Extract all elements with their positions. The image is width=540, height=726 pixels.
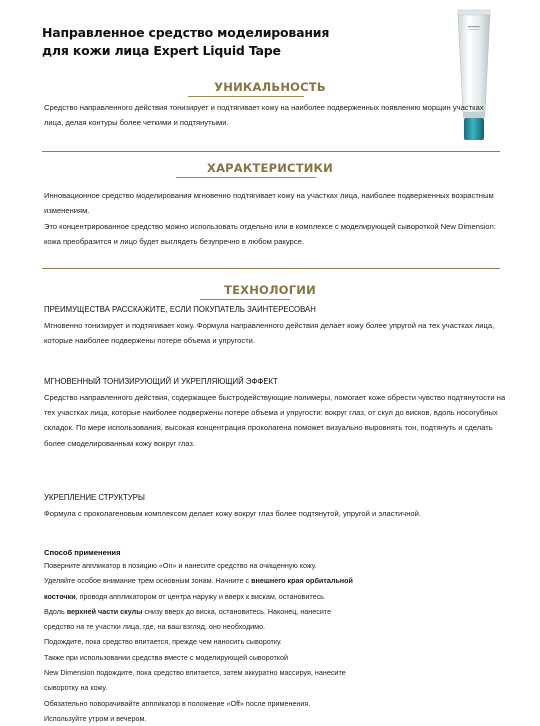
tech-lead-text: Мгновенно тонизирует и подтягивает кожу. Формула направленного действия делает кожу более упругой на тех участках лица, которые наиболее подвержены потере объема и упругости. (44, 321, 495, 346)
section-divider (42, 268, 500, 269)
tech-sub2-text: Формула с проколагеновым комплексом делает кожу вокруг глаз более подтянутой, упругой и эластичной. (44, 509, 421, 518)
usage-line: Вдоль (44, 606, 67, 616)
unique-text: Средство направленного действия тонизирует и подтягивает кожу на наиболее подверженных появлению морщин участках лица, делая контуры более четкими и подтянутыми. (44, 103, 484, 128)
usage-line: , проводя аппликатором от центра наружу и вверх к вискам, остановитесь. (75, 591, 326, 601)
section-heading-unique: УНИКАЛЬНОСТЬ (214, 80, 326, 94)
usage-line: Уделяйте особое внимание трем основным зонам. Начните с (44, 576, 252, 586)
usage-line: New Dimension подождите, пока средство впитается, затем аккуратно массируя, нанесите (44, 668, 346, 678)
usage-emphasis: верхней части скулы (66, 606, 143, 616)
usage-line: Также при использовании средства вместе с моделирующей сывороткой (44, 652, 288, 662)
usage-heading: Способ применения (44, 548, 121, 557)
section-divider (42, 151, 500, 152)
heading-underline (188, 96, 304, 97)
features-text-1: Инновационное средство моделирования мгновенно подтягивает кожу на участках лица, наиболее подверженных возрастным изменениям. (44, 191, 494, 216)
tech-sub1-text: Средство направленного действия, содержащее быстродействующие полимеры, помогает коже обрести чувство подтянутости на тех участках лица, которые наиболее подвержены потере объема и упругости: вокруг глаз, от скул до висков, вдоль носогубных складок. По мере использования, высокая концентрация проколагена поможет визуально выровнять тон, подтянуть и сделать более смоделированным кожу вокруг глаз. (44, 393, 506, 448)
heading-underline (176, 177, 316, 178)
title-line-1: Направленное средство моделирования (42, 25, 330, 40)
section-heading-tech: ТЕХНОЛОГИИ (224, 283, 316, 297)
usage-line: Используйте утром и вечером. (44, 713, 147, 723)
features-text-2: Это концентрированное средство можно использовать отдельно или в комплексе с моделирующей сывороткой New Dimension: кожа преобразится и лицо будет выглядеть безупречно в любом ракурсе. (44, 222, 496, 247)
usage-line: Подождите, пока средство впитается, прежде чем наносить сыворотку. (44, 637, 282, 647)
usage-line: Поверните аппликатор в позицию «On» и нанесите средство на очищенную кожу. (44, 561, 317, 570)
tech-sub1-heading: МГНОВЕННЫЙ ТОНИЗИРУЮЩИЙ И УКРЕПЛЯЮЩИЙ ЭФФЕКТ (44, 377, 278, 386)
page-title (42, 24, 402, 60)
tech-sub2-heading: УКРЕПЛЕНИЕ СТРУКТУРЫ (44, 493, 145, 502)
usage-instructions (44, 558, 514, 726)
tech-lead-heading: ПРЕИМУЩЕСТВА РАССКАЖИТЕ, ЕСЛИ ПОКУПАТЕЛЬ ЗАИНТЕРЕСОВАН (44, 305, 316, 314)
usage-emphasis: внешнего края орбитальной (251, 576, 353, 586)
usage-line: Обязательно поворачивайте аппликатор в положение «Off» после применения. (44, 698, 311, 708)
heading-underline (200, 299, 290, 300)
usage-line: сыворотку на кожу. (44, 683, 108, 693)
usage-emphasis: косточки (44, 591, 76, 601)
usage-line: средство на те участки лица, где, на ваш взгляд, оно необходимо. (44, 622, 266, 632)
section-heading-features: ХАРАКТЕРИСТИКИ (207, 161, 333, 175)
usage-line: снизу вверх до виска, остановитесь. Наконец, нанесите (142, 606, 332, 616)
title-line-2: для кожи лица Expert Liquid Tape (42, 43, 281, 58)
